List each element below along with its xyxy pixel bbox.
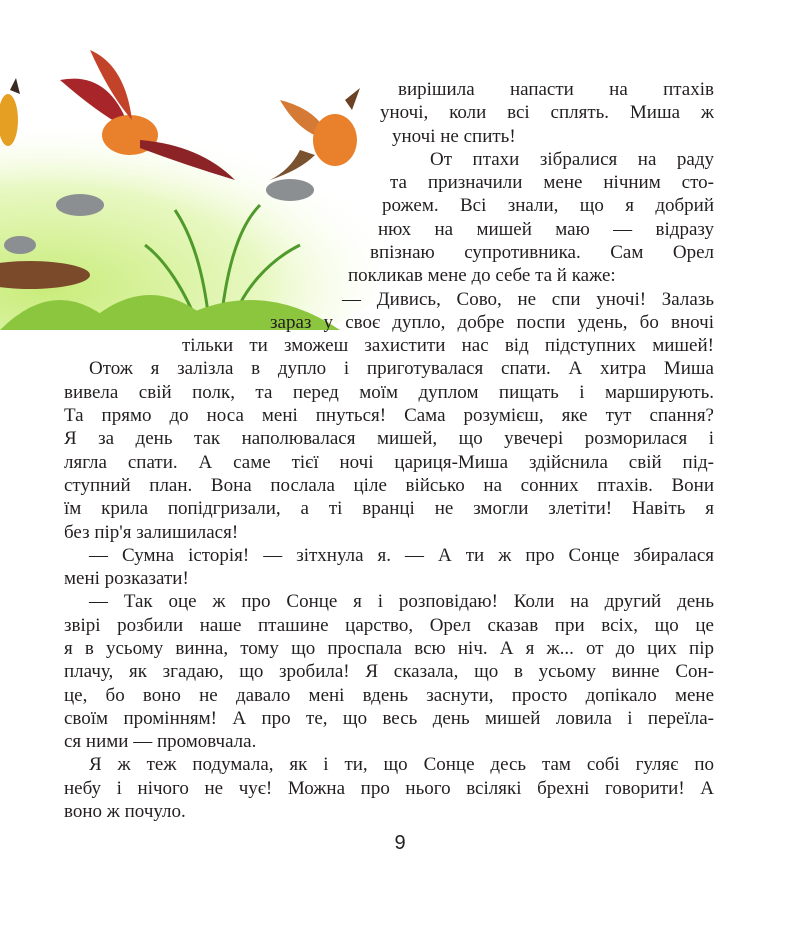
bird-left-icon xyxy=(0,78,20,146)
text-line: Я ж теж подумала, як і ти, що Сонце десь там собі гуляє по xyxy=(89,754,714,776)
text-line: вирішила напасти на птахів xyxy=(398,79,714,100)
text-line: лягла спати. А саме тієї ночі цариця-Миша здійснила свій під- xyxy=(64,451,714,473)
text-line: покликав мене до себе та й каже: xyxy=(348,265,616,287)
page-number: 9 xyxy=(394,832,406,854)
text-line: — Сумна історія! — зітхнула я. — А ти ж про Сонце збиралася xyxy=(89,544,714,566)
text-line: мені розказати! xyxy=(64,568,189,590)
text-line: своїм промінням! А про те, що весь день мишей ловила і переїла- xyxy=(64,707,714,729)
text-line: я в усьому винна, тому що проспала всю ніч. А я ж... от до цих пір xyxy=(64,637,714,659)
text-line: зараз у своє дупло, добре поспи удень, бо вночі xyxy=(270,311,714,333)
text-line: тільки ти зможеш захистити нас від підступних мишей! xyxy=(182,335,714,357)
text-line: впізнаю супротивника. Сам Орел xyxy=(370,242,714,264)
text-line: без пір'я залишилася! xyxy=(64,521,239,543)
illustration xyxy=(0,30,380,330)
text-line: нюх на мишей маю — відразу xyxy=(378,218,714,240)
text-line: Отож я залізла в дупло і приготувалася спати. А хитра Миша xyxy=(89,358,714,380)
text-line: це, бо воно не давало мені вдень заснути, просто допікало мене xyxy=(64,684,714,706)
text-line: От птахи зібралися на раду xyxy=(430,148,714,170)
text-line: вивела свій полк, та перед моїм дуплом пищать і марширують. xyxy=(64,381,714,403)
text-line: їм крила попідгризали, а ті вранці не змогли злетіти! Навіть я xyxy=(64,498,714,520)
text-line: — Дивись, Сово, не спи уночі! Залазь xyxy=(342,288,714,310)
text-line: звірі розбили наше пташине царство, Орел сказав при всіх, що це xyxy=(64,614,714,636)
text-line: уночі, коли всі сплять. Миша ж xyxy=(380,102,714,124)
text-line: воно ж почуло. xyxy=(64,801,186,822)
text-line: рожем. Всі знали, що я добрий xyxy=(382,195,714,217)
text-line: Я за день так наполювалася мишей, що увечері розморилася і xyxy=(64,428,714,450)
text-line: небу і нічого не чує! Можна про нього всілякі брехні говорити! А xyxy=(64,777,714,799)
text-line: ся ними — промовчала. xyxy=(64,731,257,753)
text-line: — Так оце ж про Сонце я і розповідаю! Коли на другий день xyxy=(89,591,714,613)
text-line: та призначили мене нічним сто- xyxy=(390,172,714,194)
text-line: Та прямо до носа мені пнуться! Сама розумієш, яке тут спання? xyxy=(64,405,714,427)
text-line: ступний план. Вона послала ціле військо на сонних птахів. Вони xyxy=(64,474,714,496)
text-line: уночі не спить! xyxy=(392,125,516,147)
text-line: плачу, як згадаю, що зробила! Я сказала, що в усьому винне Сон- xyxy=(64,661,714,683)
